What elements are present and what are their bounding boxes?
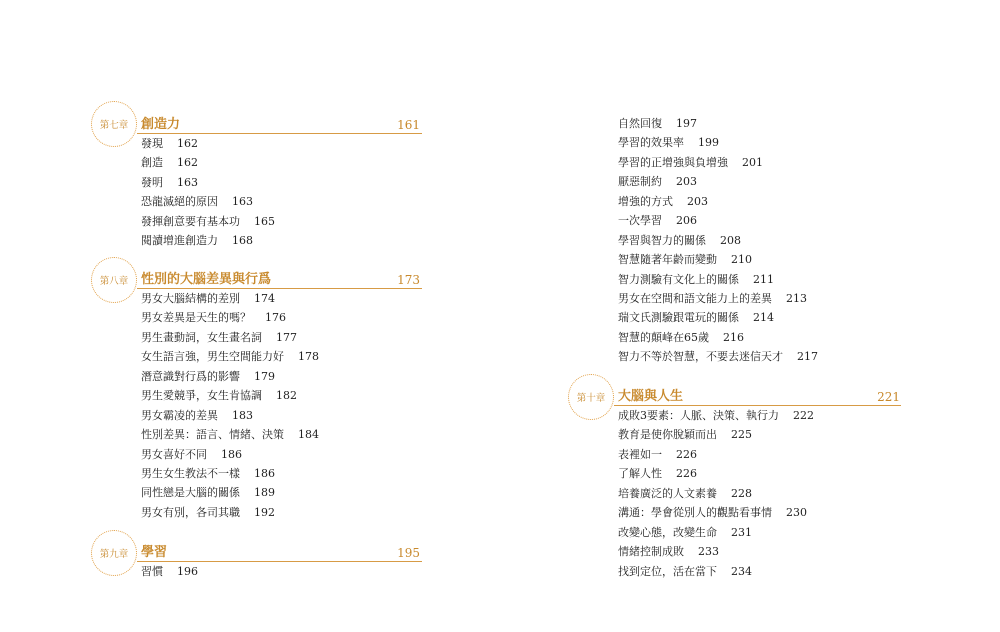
toc-entry[interactable] [141, 231, 275, 250]
toc-entry-page: 222 [793, 409, 814, 422]
toc-entry-title: 學習的效果率 [618, 136, 684, 150]
toc-entry-page: 183 [232, 408, 253, 422]
toc-entry[interactable] [618, 445, 814, 464]
toc-entry[interactable] [618, 425, 814, 444]
chapter-title[interactable]: 性別的大腦差異與行爲 [141, 272, 272, 287]
toc-entry-page: 165 [254, 214, 275, 228]
toc-entry-page: 192 [254, 505, 275, 519]
toc-entry-page: 163 [232, 195, 253, 209]
chapter-badge-label: 第十章 [576, 393, 606, 404]
toc-entry-title: 恐龍滅絕的原因 [141, 195, 218, 209]
toc-entry-title: 女生語言強，男生空間能力好 [141, 350, 284, 364]
chapter-page-number: 161 [397, 118, 420, 132]
toc-entry-title: 男生女生教法不一樣 [141, 466, 240, 480]
toc-entry[interactable] [141, 153, 275, 172]
toc-entry-title: 智慧隨著年齡而變動 [618, 253, 717, 267]
toc-entry[interactable] [618, 114, 818, 133]
toc-entry[interactable] [141, 406, 319, 425]
toc-entry[interactable] [618, 464, 814, 483]
chapter-page-number: 221 [877, 390, 900, 404]
toc-entry[interactable] [618, 484, 814, 503]
toc-entry[interactable] [618, 250, 818, 269]
toc-entry-page: 203 [687, 194, 708, 208]
toc-entry-title: 增強的方式 [618, 194, 673, 208]
toc-entry-title: 男女霸凌的差異 [141, 408, 218, 422]
toc-entry-page: 233 [698, 545, 719, 559]
chapter-badge [91, 257, 137, 303]
chapter-8-entries [141, 289, 319, 522]
toc-entry-page: 226 [676, 467, 697, 481]
toc-entry-title: 培養廣泛的人文素養 [618, 486, 717, 500]
toc-entry-page: 182 [276, 389, 297, 403]
toc-entry[interactable] [141, 328, 319, 347]
toc-entry-title: 學習的正增強與負增強 [618, 155, 728, 169]
toc-entry[interactable] [141, 483, 319, 502]
toc-entry-title: 發現 [141, 137, 163, 150]
toc-entry-page: 206 [676, 214, 697, 228]
toc-entry[interactable] [141, 134, 275, 153]
toc-entry-page: 196 [177, 565, 198, 578]
toc-entry-page: 203 [676, 175, 697, 189]
toc-entry-title: 創造 [141, 156, 163, 170]
toc-entry-page: 168 [232, 234, 253, 248]
toc-entry-page: 225 [731, 428, 752, 442]
toc-entry-title: 男女大腦結構的差別 [141, 292, 240, 305]
toc-entry-title: 智力測驗有文化上的關係 [618, 272, 739, 286]
toc-entry-page: 213 [786, 291, 807, 305]
toc-entry-title: 智慧的顛峰在65歲 [618, 330, 709, 344]
toc-entry-title: 閱讀增進創造力 [141, 234, 218, 248]
toc-entry-page: 197 [676, 117, 697, 130]
toc-entry-page: 178 [298, 350, 319, 364]
chapter-badge-label: 第八章 [99, 276, 129, 287]
toc-entry[interactable] [618, 289, 818, 308]
toc-entry[interactable] [618, 231, 818, 250]
chapter-9-continued-entries [618, 114, 818, 367]
toc-entry-page: 162 [177, 137, 198, 150]
toc-entry-title: 厭惡制約 [618, 175, 662, 189]
toc-entry[interactable] [141, 464, 319, 483]
toc-entry[interactable] [618, 347, 818, 366]
toc-entry[interactable] [141, 173, 275, 192]
toc-entry-page: 226 [676, 447, 697, 461]
chapter-10-entries [618, 406, 814, 581]
toc-entry-title: 改變心態，改變生命 [618, 525, 717, 539]
toc-entry-page: 201 [742, 155, 763, 169]
toc-entry[interactable] [141, 503, 319, 522]
toc-entry-title: 成敗3要素：人脈、決策、執行力 [618, 409, 779, 422]
toc-entry[interactable] [618, 153, 818, 172]
toc-entry-title: 學習與智力的關係 [618, 233, 706, 247]
toc-entry[interactable] [618, 211, 818, 230]
toc-entry-page: 176 [265, 311, 286, 325]
toc-entry-page: 208 [720, 233, 741, 247]
toc-entry-title: 男生畫動詞，女生畫名詞 [141, 330, 262, 344]
toc-entry[interactable] [618, 192, 818, 211]
toc-entry[interactable] [141, 347, 319, 366]
toc-entry[interactable] [618, 172, 818, 191]
toc-entry-title: 習慣 [141, 565, 163, 578]
toc-entry-title: 情緒控制成敗 [618, 545, 684, 559]
toc-entry-title: 了解人性 [618, 467, 662, 481]
toc-entry-page: 179 [254, 369, 275, 383]
toc-entry[interactable] [618, 133, 818, 152]
toc-entry[interactable] [141, 386, 319, 405]
toc-entry-title: 教育是使你脫穎而出 [618, 428, 717, 442]
toc-entry-title: 男女有別，各司其職 [141, 505, 240, 519]
toc-entry-page: 186 [221, 447, 242, 461]
chapter-badge [568, 374, 614, 420]
toc-entry-page: 163 [177, 175, 198, 189]
toc-entry-page: 217 [797, 350, 818, 364]
toc-entry[interactable] [618, 270, 818, 289]
toc-entry-page: 199 [698, 136, 719, 150]
chapter-badge-label: 第七章 [99, 120, 129, 131]
chapter-badge-label: 第九章 [99, 549, 129, 560]
toc-entry-title: 智力不等於智慧，不要去迷信天才 [618, 350, 783, 364]
toc-entry[interactable] [618, 562, 814, 581]
toc-entry-page: 189 [254, 486, 275, 500]
toc-entry-title: 發揮創意要有基本功 [141, 214, 240, 228]
toc-entry-title: 男女在空間和語文能力上的差異 [618, 291, 772, 305]
toc-entry-page: 231 [731, 525, 752, 539]
toc-entry-title: 性別差異：語言、情緒、決策 [141, 428, 284, 442]
toc-entry-page: 211 [753, 272, 774, 286]
toc-entry[interactable] [141, 192, 275, 211]
toc-entry-title: 發明 [141, 175, 163, 189]
toc-entry[interactable] [618, 542, 814, 561]
toc-entry-title: 一次學習 [618, 214, 662, 228]
chapter-page-number: 173 [397, 273, 420, 287]
toc-entry-title: 自然回復 [618, 117, 662, 130]
toc-entry-page: 210 [731, 253, 752, 267]
toc-entry[interactable] [141, 562, 198, 581]
chapter-badge [91, 101, 137, 147]
toc-entry-page: 216 [723, 330, 744, 344]
toc-entry-title: 潛意識對行爲的影響 [141, 369, 240, 383]
chapter-title[interactable]: 大腦與人生 [618, 389, 684, 404]
chapter-page-number: 195 [397, 546, 420, 560]
toc-entry-title: 男女差異是天生的嗎？ [141, 311, 251, 325]
toc-entry-page: 230 [786, 506, 807, 520]
toc-entry[interactable] [618, 503, 814, 522]
toc-entry[interactable] [618, 328, 818, 347]
chapter-title[interactable]: 創造力 [141, 117, 181, 132]
chapter-7-entries [141, 134, 275, 251]
toc-entry[interactable] [141, 212, 275, 231]
toc-entry[interactable] [618, 308, 818, 327]
toc-entry-page: 174 [254, 292, 275, 305]
toc-entry[interactable] [141, 425, 319, 444]
chapter-badge [91, 530, 137, 576]
toc-entry-title: 瑞文氏測驗跟電玩的關係 [618, 311, 739, 325]
toc-entry-page: 234 [731, 564, 752, 578]
toc-entry-title: 男女喜好不同 [141, 447, 207, 461]
toc-entry[interactable] [141, 367, 319, 386]
chapter-9-entries [141, 562, 198, 581]
toc-entry[interactable] [141, 445, 319, 464]
toc-entry[interactable] [618, 523, 814, 542]
toc-entry-title: 同性戀是大腦的關係 [141, 486, 240, 500]
toc-entry[interactable] [141, 308, 319, 327]
toc-entry-title: 溝通：學會從別人的觀點看事情 [618, 506, 772, 520]
toc-entry-page: 228 [731, 486, 752, 500]
toc-entry-page: 184 [298, 428, 319, 442]
toc-entry[interactable] [141, 289, 319, 308]
toc-entry[interactable] [618, 406, 814, 425]
toc-entry-title: 找到定位，活在當下 [618, 564, 717, 578]
toc-entry-page: 186 [254, 466, 275, 480]
chapter-title[interactable]: 學習 [141, 545, 168, 560]
toc-entry-title: 男生愛競爭，女生肯協調 [141, 389, 262, 403]
toc-entry-page: 177 [276, 330, 297, 344]
toc-entry-page: 214 [753, 311, 774, 325]
toc-entry-page: 162 [177, 156, 198, 170]
toc-entry-title: 表裡如一 [618, 447, 662, 461]
